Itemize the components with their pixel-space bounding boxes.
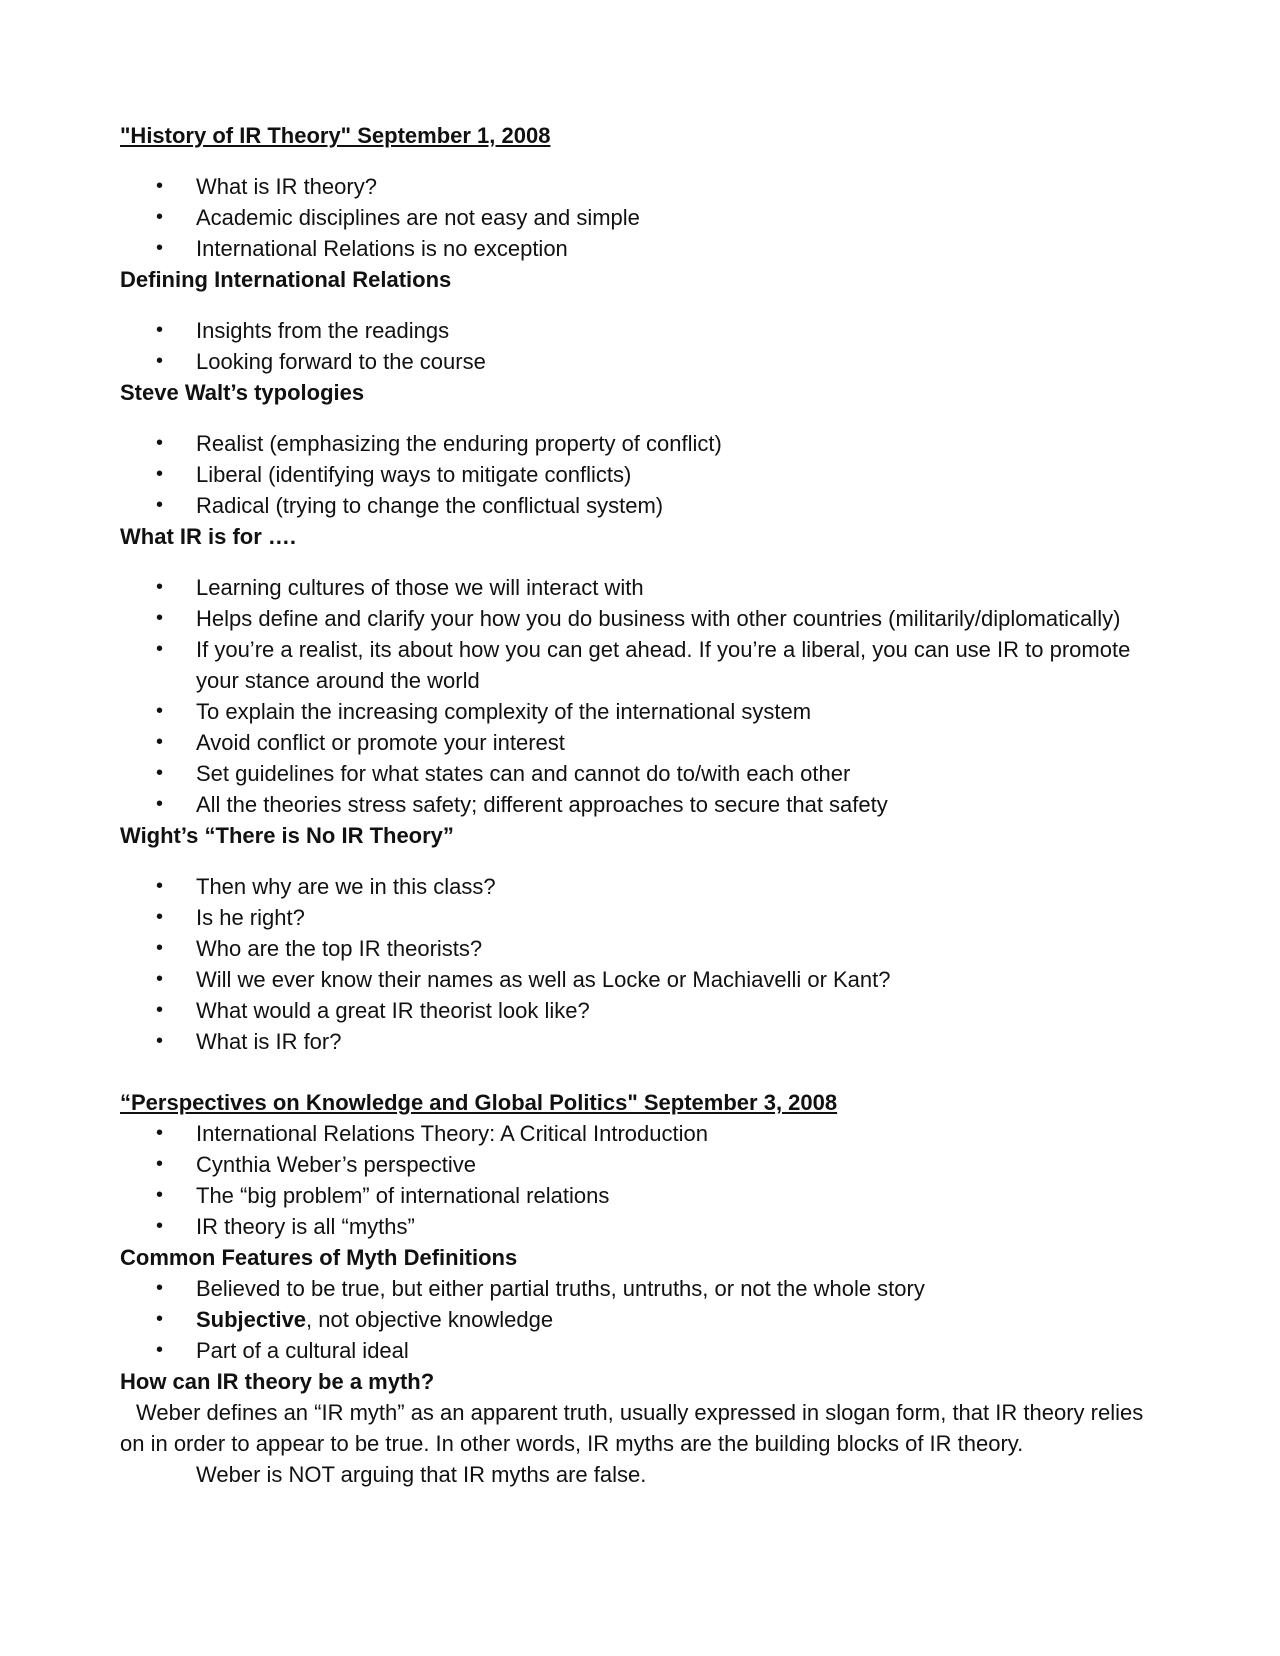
myth-paragraph: Weber defines an “IR myth” as an apparent truth, usually expressed in slogan form, that IR theory relies on in order to appear to be true. In other words, IR myths are the building blocks of IR theory.	[120, 1400, 1144, 1456]
bullet-icon: •	[156, 432, 164, 454]
bullet-icon: •	[156, 206, 164, 228]
bullet-icon: •	[156, 968, 164, 990]
list-item: • Set guidelines for what states can and cannot do to/with each other	[120, 758, 1160, 789]
bullet-icon: •	[156, 875, 164, 897]
list-item: • What would a great IR theorist look like?	[120, 995, 1160, 1026]
list-item: • Insights from the readings	[120, 315, 1160, 346]
bullet-icon: •	[156, 1030, 164, 1052]
document-page	[120, 120, 1160, 1490]
list-item: • Part of a cultural ideal	[120, 1335, 1160, 1366]
section1-intro-list	[120, 171, 1160, 264]
list-item: • Then why are we in this class?	[120, 871, 1160, 902]
bullet-icon: •	[156, 731, 164, 753]
list-item: • What is IR for?	[120, 1026, 1160, 1057]
walt-heading: Steve Walt’s typologies	[120, 380, 365, 405]
list-item: • Is he right?	[120, 902, 1160, 933]
list-item: • To explain the increasing complexity of the international system	[120, 696, 1160, 727]
defining-list	[120, 315, 1160, 377]
myth-paragraph-2: Weber is NOT arguing that IR myths are false.	[196, 1462, 647, 1487]
list-item: • The “big problem” of international relations	[120, 1180, 1160, 1211]
bullet-icon: •	[156, 237, 164, 259]
bullet-icon: •	[156, 1277, 164, 1299]
bullet-icon: •	[156, 1339, 164, 1361]
list-item: • Avoid conflict or promote your interest	[120, 727, 1160, 758]
bullet-icon: •	[156, 350, 164, 372]
bullet-icon: •	[156, 906, 164, 928]
bullet-icon: •	[156, 319, 164, 341]
features-heading: Common Features of Myth Definitions	[120, 1245, 518, 1270]
bullet-icon: •	[156, 762, 164, 784]
features-list	[120, 1273, 1160, 1366]
bullet-icon: •	[156, 1153, 164, 1175]
bullet-icon: •	[156, 1308, 164, 1330]
whatfor-heading: What IR is for ….	[120, 524, 296, 549]
list-item: • Will we ever know their names as well as Locke or Machiavelli or Kant?	[120, 964, 1160, 995]
bullet-icon: •	[156, 1215, 164, 1237]
subjective-bold: Subjective	[196, 1307, 307, 1332]
bullet-icon: •	[156, 494, 164, 516]
bullet-icon: •	[156, 999, 164, 1021]
section2-intro-list	[120, 1118, 1160, 1242]
list-item: • Academic disciplines are not easy and simple	[120, 202, 1160, 233]
wight-list	[120, 871, 1160, 1057]
bullet-icon: •	[156, 1184, 164, 1206]
list-item: • What is IR theory?	[120, 171, 1160, 202]
list-item: • Radical (trying to change the conflictual system)	[120, 490, 1160, 521]
list-item: • Who are the top IR theorists?	[120, 933, 1160, 964]
bullet-icon: •	[156, 700, 164, 722]
list-item: • IR theory is all “myths”	[120, 1211, 1160, 1242]
bullet-icon: •	[156, 175, 164, 197]
list-item: • Realist (emphasizing the enduring property of conflict)	[120, 428, 1160, 459]
list-item: • Subjective, not objective knowledge	[120, 1304, 1160, 1335]
whatfor-list	[120, 572, 1160, 820]
list-item: • If you’re a realist, its about how you can get ahead. If you’re a liberal, you can use IR to promote your stance around the world	[120, 634, 1160, 696]
list-item: • International Relations Theory: A Critical Introduction	[120, 1118, 1160, 1149]
list-item: • All the theories stress safety; different approaches to secure that safety	[120, 789, 1160, 820]
section2-title: “Perspectives on Knowledge and Global Politics" September 3, 2008	[120, 1090, 838, 1115]
bullet-icon: •	[156, 937, 164, 959]
myth-heading: How can IR theory be a myth?	[120, 1369, 435, 1394]
list-item: • Helps define and clarify your how you do business with other countries (militarily/diplomatically)	[120, 603, 1160, 634]
bullet-icon: •	[156, 576, 164, 598]
wight-heading: Wight’s “There is No IR Theory”	[120, 823, 454, 848]
list-item: • International Relations is no exception	[120, 233, 1160, 264]
bullet-icon: •	[156, 793, 164, 815]
walt-list	[120, 428, 1160, 521]
list-item: • Cynthia Weber’s perspective	[120, 1149, 1160, 1180]
list-item: • Believed to be true, but either partial truths, untruths, or not the whole story	[120, 1273, 1160, 1304]
defining-heading: Defining International Relations	[120, 267, 452, 292]
list-item: • Liberal (identifying ways to mitigate conflicts)	[120, 459, 1160, 490]
section1-title: "History of IR Theory" September 1, 2008	[120, 123, 551, 148]
bullet-icon: •	[156, 607, 164, 629]
list-item: • Learning cultures of those we will interact with	[120, 572, 1160, 603]
bullet-icon: •	[156, 638, 164, 660]
bullet-icon: •	[156, 463, 164, 485]
list-item: • Looking forward to the course	[120, 346, 1160, 377]
bullet-icon: •	[156, 1122, 164, 1144]
